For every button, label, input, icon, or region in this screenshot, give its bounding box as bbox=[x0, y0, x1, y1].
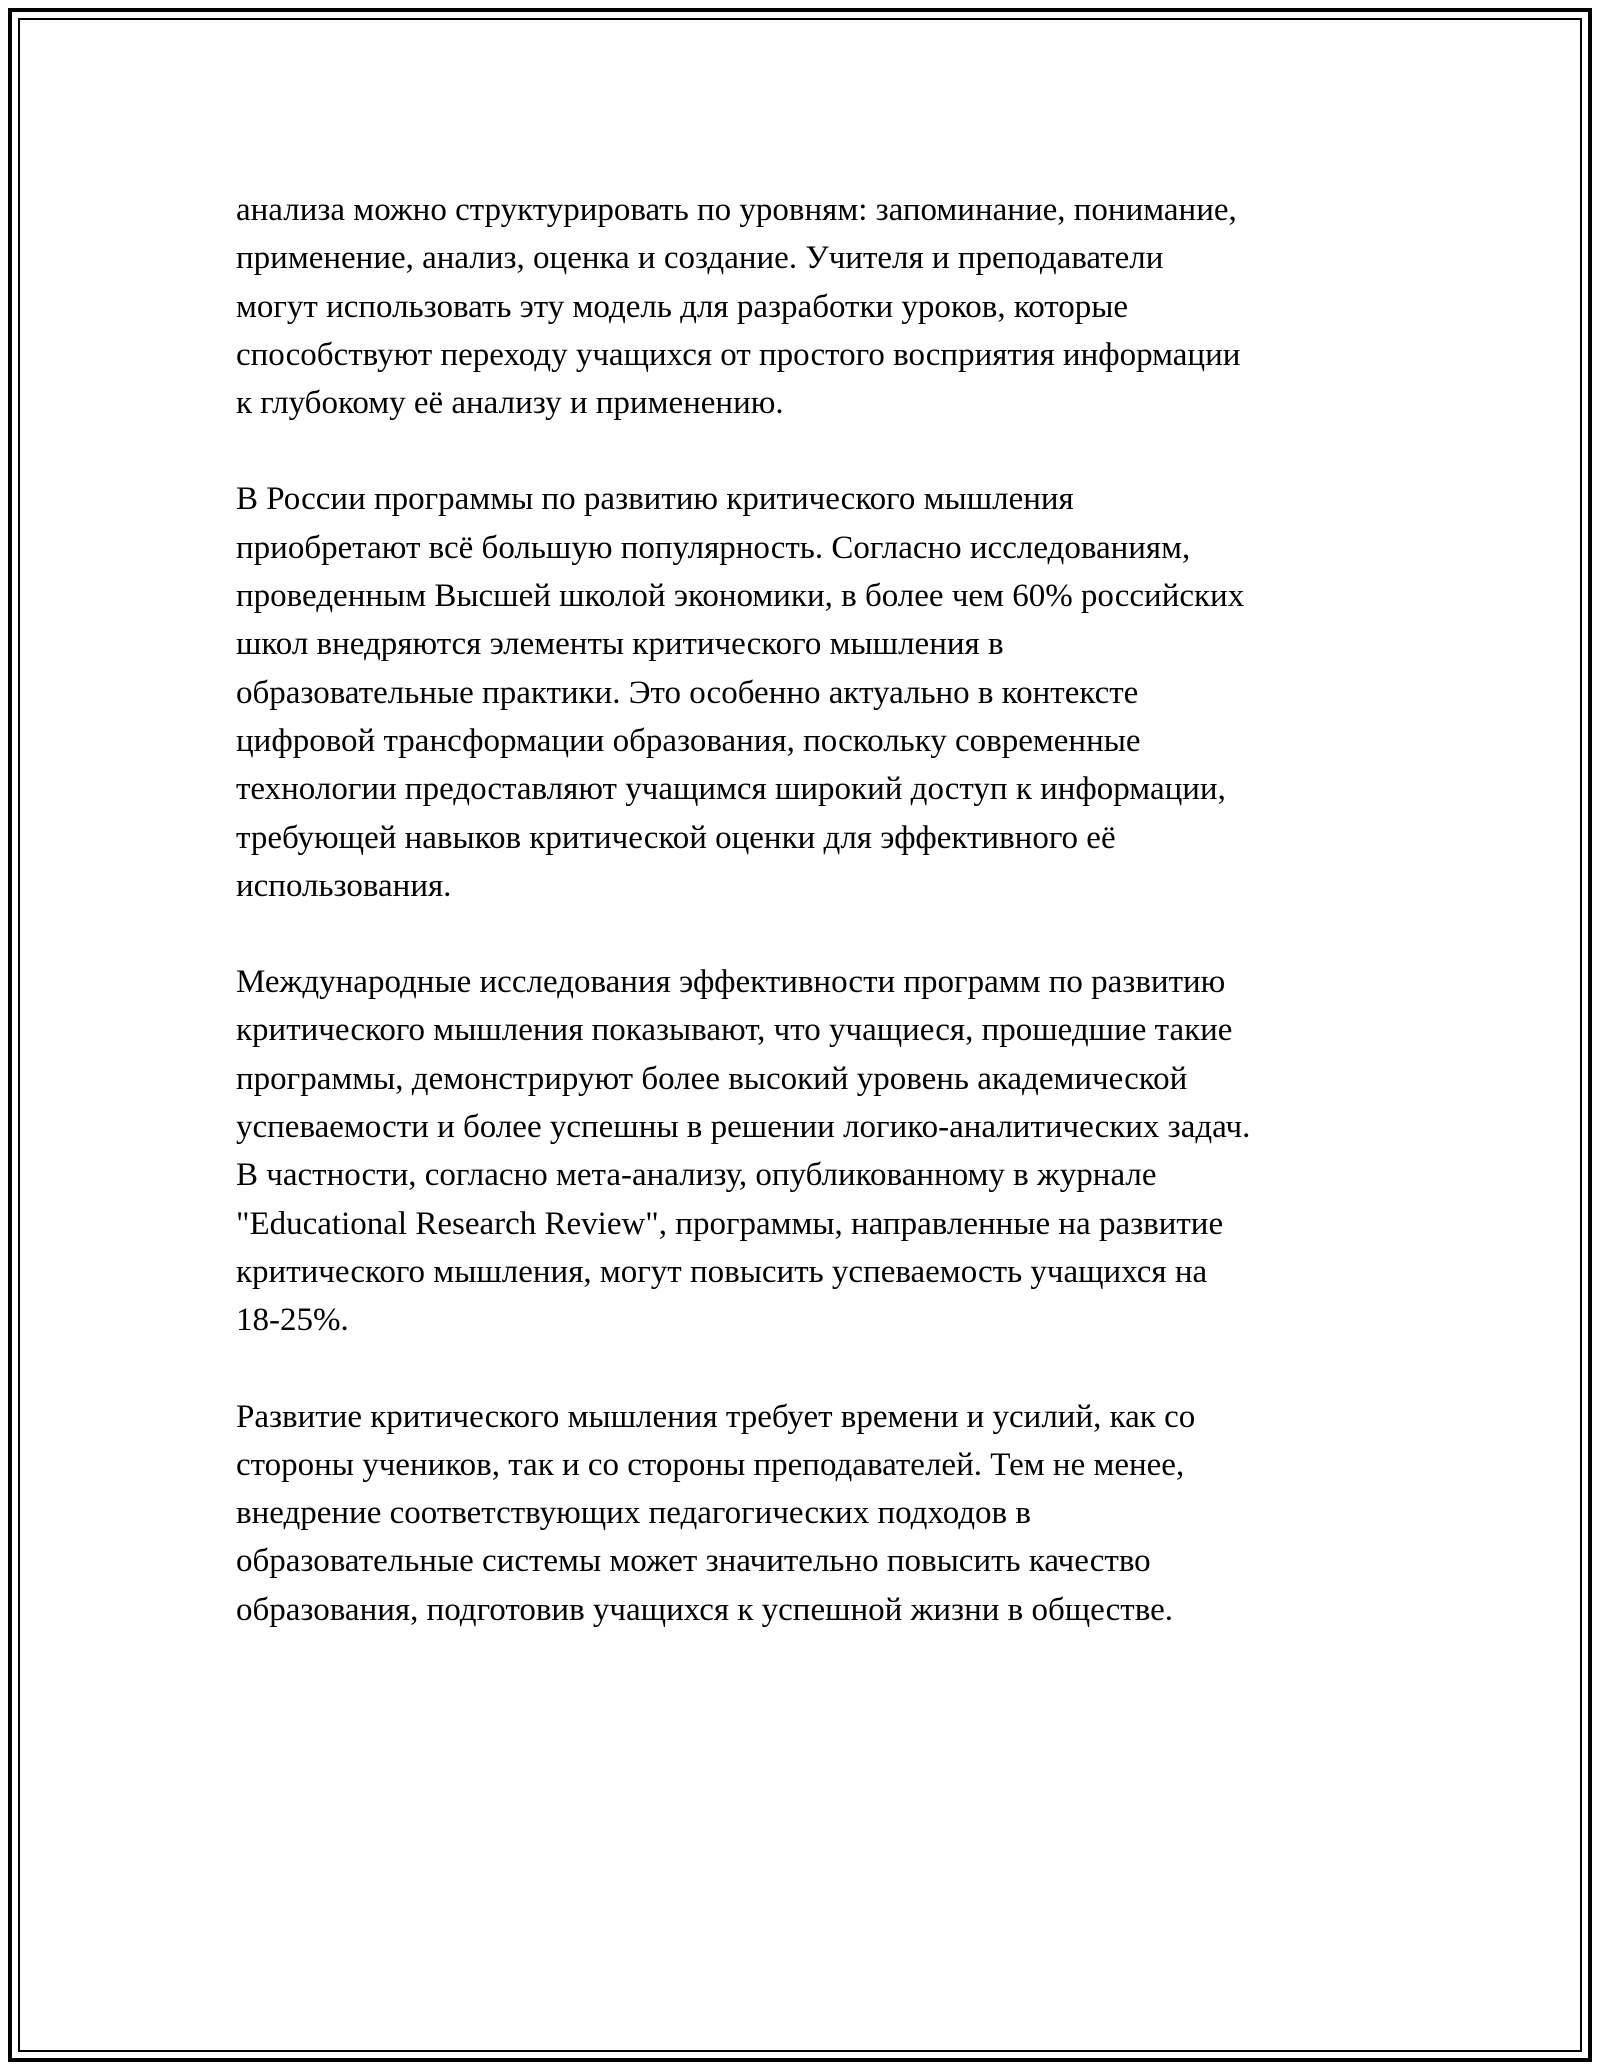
paragraph-conclusion: Развитие критического мышления требует времени и усилий, как со стороны учеников, так и со стороны преподавателей. Тем не менее, внедрение соответствующих педагогических подходов в образовательные системы может значительно повысить качество образования, подготовив учащихся к успешной жизни в обществе. bbox=[236, 1398, 1196, 1628]
paragraph-russia-programs: В России программы по развитию критического мышления приобретают всё большую популярность. Согласно исследованиям, проведенным Высшей школой экономики, в более чем 60% российских школ внедряются элементы критического мышления в образовательные практики. Это особенно актуально в контексте цифровой трансформации образования, поскольку современные технологии предоставляют учащимся широкий доступ к информации, требующей навыков критической оценки для эффективного её использования. bbox=[236, 481, 1245, 904]
page-body bbox=[236, 186, 1376, 1682]
paragraph-international-research: Международные исследования эффективности программ по развитию критического мышления показывают, что учащиеся, прошедшие такие программы, демонстрируют более высокий уровень академической успеваемости и более успешны в решении логико-аналитических задач. В частности, согласно мета-анализу, опубликованному в журнале "Educational Research Review", программы, направленные на развитие критического мышления, могут повысить успеваемость учащихся на 18-25%. bbox=[236, 964, 1251, 1339]
paragraph-bloom-levels: анализа можно структурировать по уровням: запоминание, понимание, применение, анализ, оценка и создание. Учителя и преподаватели могут использовать эту модель для разработки уроков, которые способствуют переходу учащихся от простого восприятия информации к глубокому её анализу и применению. bbox=[236, 192, 1241, 422]
